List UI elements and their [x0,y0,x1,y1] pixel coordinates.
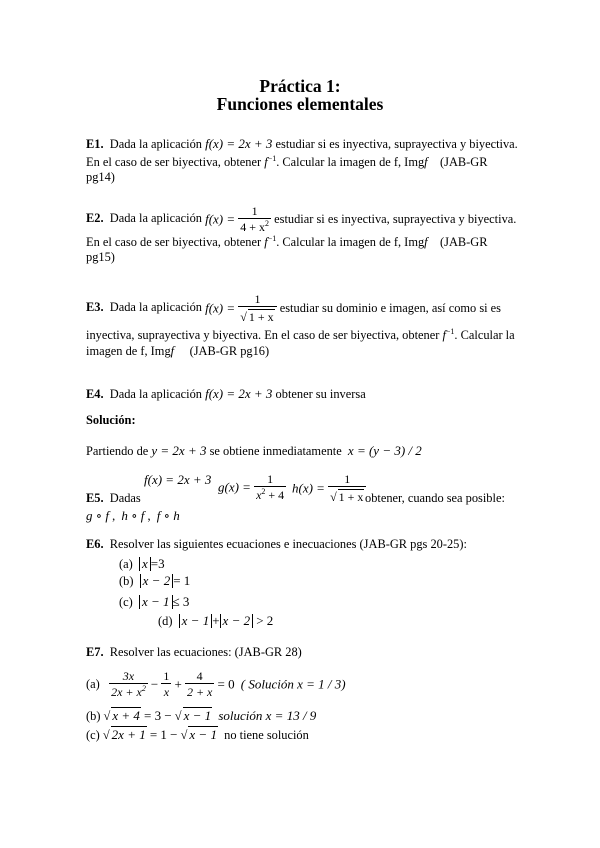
e5-g-def: g(x) = $\frac{1}{x^2 + 4}$ [218,472,285,502]
e5-f-def: f(x) = 2x + 3 [144,472,212,487]
e1-rest: estudiar si es inyectiva, suprayectiva y biyectiva. [275,137,518,151]
e5-rest: obtener, cuando sea posible: [365,491,505,505]
e5-compositions: g ∘ f , h ∘ f , f ∘ h [86,508,180,523]
e2-line1: E2. Dada la aplicación f(x) = $\frac{1}{4 + x^2}$ estudiar si es inyectiva, suprayectiva y biyectiva. [86,204,517,234]
e7-item-c: (c) √ 2x + 1 = 1 − √ x − 1 no tiene solución [86,727,309,742]
page-title-line1: Práctica 1: [259,76,341,96]
e3-line2: inyectiva, suprayectiva y biyectiva. En el caso de ser biyectiva, obtener $f^{-1}$. Calcular la [86,326,515,342]
e3-line1: E3. Dada la aplicación f(x) = $\frac{1}{√ 1 + x}$ estudiar su dominio e imagen, así como si es [86,292,502,324]
e1-label: E1. [86,137,104,151]
page-title-line2: Funciones elementales [216,94,384,114]
e1-line1 [86,137,518,150]
e3-line3: imagen de f, Imgf (JAB-GR pg16) [86,344,270,358]
e5-h-def: h(x) = $\frac{1}{√ 1 + x}$ [292,473,366,503]
e1-expr: f(x) = 2x + 3 [205,136,273,151]
e7-item-b: (b) √ x + 4 = 3 − √ x − 1 solución x = 13 / 9 [86,708,317,723]
solution-line: Partiendo de y = 2x + 3 se obtiene inmediatamente x = (y − 3) / 2 [86,443,422,458]
e4-line: E4. Dada la aplicación f(x) = 2x + 3 obtener su inversa [86,386,366,401]
e1-line3: pg14) [86,170,115,184]
e1-intro: Dada la aplicación [109,137,202,151]
e2-line2: En el caso de ser biyectiva, obtener $f^{-1}$. Calcular la imagen de f, Imgf (JAB-GR [86,233,488,249]
e6-item-d: (d) x − 1 + x − 2 > 2 [158,613,274,628]
solution-heading: Solución: [86,413,136,427]
e5-label-line: E5. Dadas [86,491,141,505]
e2-line3: pg15) [86,250,115,264]
e3-fraction: $\frac{1}{√ 1 + x}$ [238,293,276,323]
e6-line: E6. Resolver las siguientes ecuaciones e inecuaciones (JAB-GR pgs 20-25): [86,537,467,551]
e2-fraction: $\frac{1}{4 + x^2}$ [240,204,270,234]
e7-item-a: (a) $\frac{3x}{2x + x^2}$ − $\frac{1}{x}$ + $\frac{4}{2 + x}$ = 0 ( Solución x = 1 / 3) [86,669,346,699]
e6-item-a: (a) x =3 [119,556,165,571]
e6-item-b: (b) x − 2 = 1 [119,573,191,588]
e6-item-c: (c) x − 1 ≤ 3 [119,594,190,609]
e1-line2: En el caso de ser biyectiva, obtener $f^{-1}$. Calcular la imagen de f, Imgf (JAB-GR [86,153,488,169]
e7-line: E7. Resolver las ecuaciones: (JAB-GR 28) [86,645,302,659]
